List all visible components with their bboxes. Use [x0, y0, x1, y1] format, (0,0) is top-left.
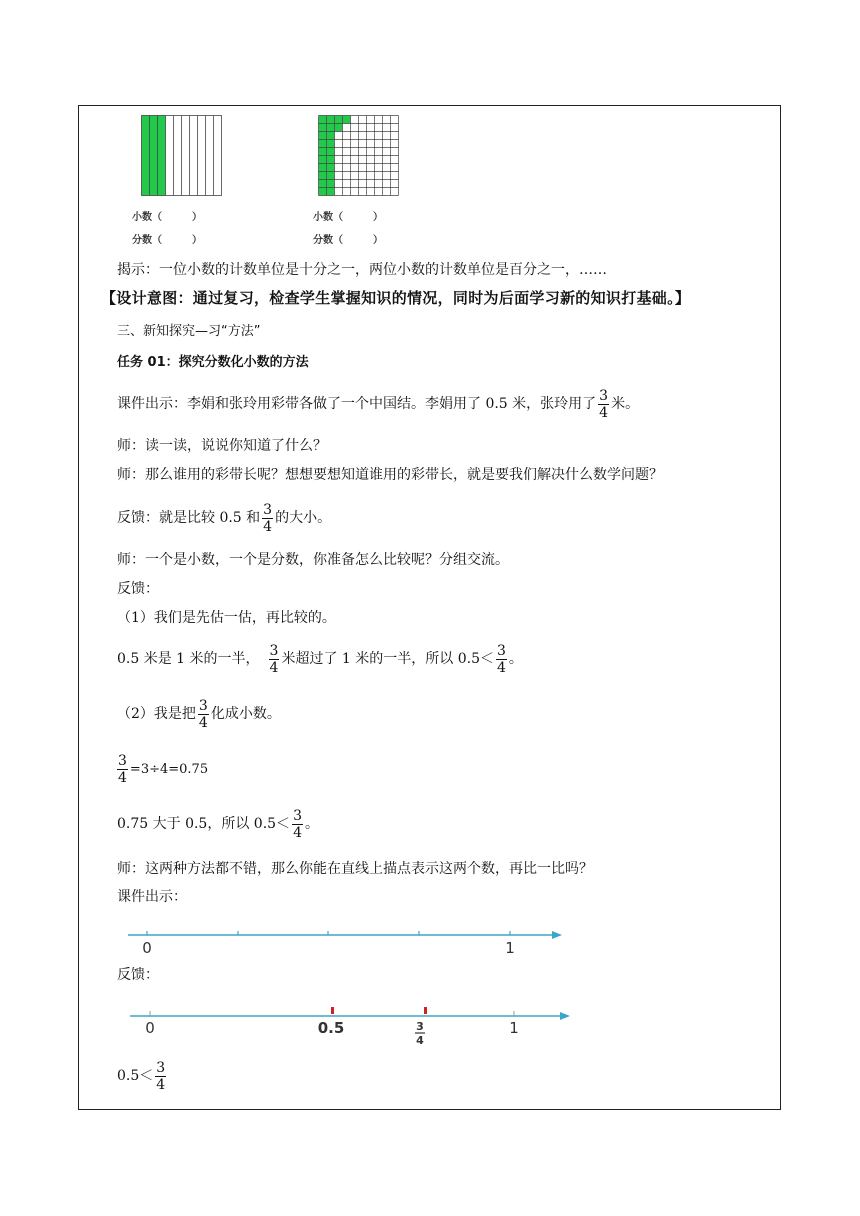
nl2-start-label: 0: [145, 1019, 155, 1037]
courseware-text: 课件出示：李娟和张玲用彩带各做了一个中国结。李娟用了 0.5 米，张玲用了: [117, 396, 597, 412]
teacher-question-4: 师：这两种方法都不错，那么你能在直线上描点表示这两个数，再比一比吗？: [117, 861, 593, 877]
courseware-line-1: [117, 386, 639, 422]
courseware-label-2: 课件出示：: [117, 889, 187, 905]
fraction-denominator: 4: [263, 518, 273, 535]
fraction-denominator: 4: [599, 404, 609, 421]
comparison-line: [117, 806, 319, 842]
nl2-end-label: 1: [509, 1019, 519, 1037]
nl1-end-label: 1: [505, 939, 515, 957]
fraction-denominator: 4: [156, 1076, 166, 1093]
fraction-three-quarters: [198, 698, 209, 731]
feedback-text: 反馈：就是比较 0.5 和: [117, 510, 261, 526]
fraction-numerator: 3: [293, 807, 302, 824]
tenths-fraction-label: 分数（ ）: [132, 235, 202, 246]
fraction-numerator: 3: [269, 642, 279, 659]
courseware-unit: 米。: [611, 396, 640, 412]
hundredths-decimal-label: 小数（ ）: [313, 212, 383, 223]
calculation-text: =3÷4=0.75: [129, 762, 209, 777]
marker-three-quarters: [424, 1007, 427, 1014]
fraction-numerator: 3: [156, 1059, 166, 1076]
reveal-text: 揭示：一位小数的计数单位是十分之一，两位小数的计数单位是百分之一，……: [117, 262, 607, 278]
period: 。: [304, 816, 319, 832]
method-1-line: [117, 641, 523, 677]
teacher-question-2: 师：那么谁用的彩带长呢？想想要想知道谁用的彩带长，就是要我们解决什么数学问题？: [117, 467, 663, 483]
tenths-grid: [141, 115, 223, 197]
final-comparison: [117, 1058, 168, 1094]
fraction-numerator: 3: [496, 642, 506, 659]
nl2-half-label: 0.5: [317, 1019, 345, 1037]
feedback-line-1: [117, 500, 331, 536]
marker-half: [331, 1007, 334, 1014]
number-line-1: [120, 922, 570, 958]
teacher-question-3: 师：一个是小数，一个是分数，你准备怎么比较呢？分组交流。: [117, 552, 509, 568]
nl1-start-label: 0: [142, 939, 152, 957]
fraction-three-quarters: [292, 808, 303, 841]
task-01-heading: 任务 01：探究分数化小数的方法: [117, 355, 309, 370]
tenths-decimal-label: 小数（ ）: [132, 212, 202, 223]
fraction-three-quarters: [262, 502, 273, 535]
feedback-text-end: 的大小。: [275, 510, 332, 526]
fraction-three-quarters: [598, 388, 609, 421]
fraction-three-quarters: [269, 643, 280, 676]
fraction-three-quarters: [496, 643, 507, 676]
fraction-numerator: 3: [118, 753, 127, 769]
comparison-text: 0.75 大于 0.5，所以 0.5＜: [117, 816, 291, 832]
number-line-2: [120, 1000, 580, 1052]
method-1-intro: （1）我们是先估一估，再比较的。: [117, 610, 336, 626]
fraction-denominator: 4: [293, 824, 302, 841]
hundredths-fraction-label: 分数（ ）: [313, 235, 383, 246]
section-three-heading: 三、新知探究—习“方法”: [117, 324, 261, 339]
fraction-denominator: 4: [496, 659, 506, 676]
nl2-frac-denominator: 4: [416, 1034, 424, 1047]
fraction-three-quarters: [155, 1060, 166, 1093]
teacher-question-1: 师：读一读，说说你知道了什么？: [117, 438, 327, 454]
fraction-numerator: 3: [599, 387, 609, 404]
final-text: 0.5＜: [117, 1068, 154, 1084]
period: 。: [508, 651, 523, 667]
feedback-label: 反馈：: [117, 581, 159, 597]
fraction-denominator: 4: [198, 714, 208, 731]
method-2-text: （2）我是把: [117, 706, 196, 722]
design-intent: 【设计意图：通过复习，检查学生掌握知识的情况，同时为后面学习新的知识打基础。】: [101, 289, 691, 307]
fraction-denominator: 4: [118, 770, 127, 786]
hundredths-grid: [318, 115, 400, 197]
fraction-three-quarters: [117, 753, 128, 786]
method-2-line: [117, 696, 281, 732]
method-1-text-b: 米超过了 1 米的一半，所以 0.5＜: [281, 651, 494, 667]
nl2-frac-numerator: 3: [416, 1020, 424, 1033]
fraction-denominator: 4: [269, 659, 279, 676]
method-2-text-end: 化成小数。: [210, 706, 281, 722]
method-1-text-a: 0.5 米是 1 米的一半，: [117, 651, 260, 667]
fraction-numerator: 3: [198, 697, 208, 714]
fraction-numerator: 3: [263, 501, 273, 518]
content-frame: [78, 105, 781, 1110]
calculation-line: [115, 752, 208, 788]
feedback-label-2: 反馈：: [117, 967, 159, 983]
